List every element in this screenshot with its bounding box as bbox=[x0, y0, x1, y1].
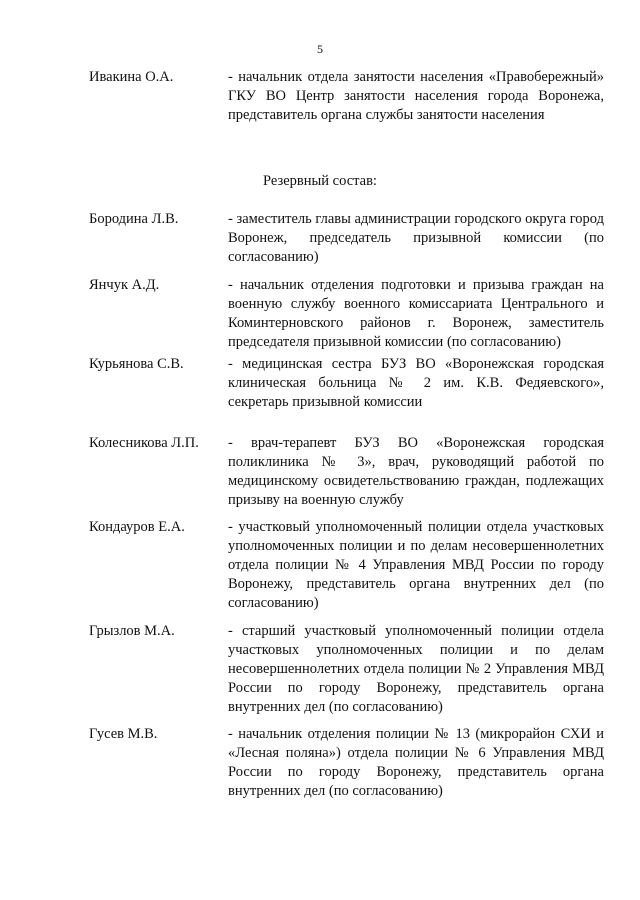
member-description: - начальник отделения полиции № 13 (микрорайон СХИ и «Лесная поляна») отдела полиции № 6 Управления МВД России по городу Воронежу, представитель органа внутренних дел (по согласованию) bbox=[228, 726, 604, 799]
member-name: Янчук А.Д. bbox=[89, 277, 160, 293]
member-name: Кондауров Е.А. bbox=[89, 519, 185, 535]
member-description: - врач-терапевт БУЗ ВО «Воронежская городская поликлиника № 3», врач, руководящий работой по медицинскому освидетельствованию граждан, подлежащих призыву на военную службу bbox=[228, 435, 604, 508]
member-name: Курьянова С.В. bbox=[89, 356, 184, 372]
member-name: Колесникова Л.П. bbox=[89, 435, 199, 451]
member-description: - начальник отдела занятости населения «Правобережный» ГКУ ВО Центр занятости населения города Воронежа, представитель органа службы занятости населения bbox=[228, 69, 604, 123]
member-description: - заместитель главы администрации городского округа город Воронеж, председатель призывной комиссии (по согласованию) bbox=[228, 211, 604, 265]
member-description: - старший участковый уполномоченный полиции отдела участковых уполномоченных полиции и по делам несовершеннолетних отдела полиции № 2 Управления МВД России по городу Воронежу, представитель органа внутренних дел (по согласованию) bbox=[228, 623, 604, 715]
page-number: 5 bbox=[317, 42, 323, 56]
member-name: Гусев М.В. bbox=[89, 726, 158, 742]
member-description: - участковый уполномоченный полиции отдела участковых уполномоченных полиции и по делам несовершеннолетних отдела полиции № 4 Управления МВД России по городу Воронежу, представитель органа внутренних дел (по согласованию) bbox=[228, 519, 604, 611]
member-description: - начальник отделения подготовки и призыва граждан на военную службу военного комиссариата Центрального и Коминтерновского районов г. Воронеж, заместитель председателя призывной комиссии (по согласованию) bbox=[228, 277, 604, 350]
member-name: Грызлов М.А. bbox=[89, 623, 175, 639]
reserve-section-heading: Резервный состав: bbox=[263, 173, 377, 189]
member-name: Ивакина О.А. bbox=[89, 69, 174, 85]
member-name: Бородина Л.В. bbox=[89, 211, 179, 227]
member-description: - медицинская сестра БУЗ ВО «Воронежская городская клиническая больница № 2 им. К.В. Федяевского», секретарь призывной комиссии bbox=[228, 356, 604, 410]
